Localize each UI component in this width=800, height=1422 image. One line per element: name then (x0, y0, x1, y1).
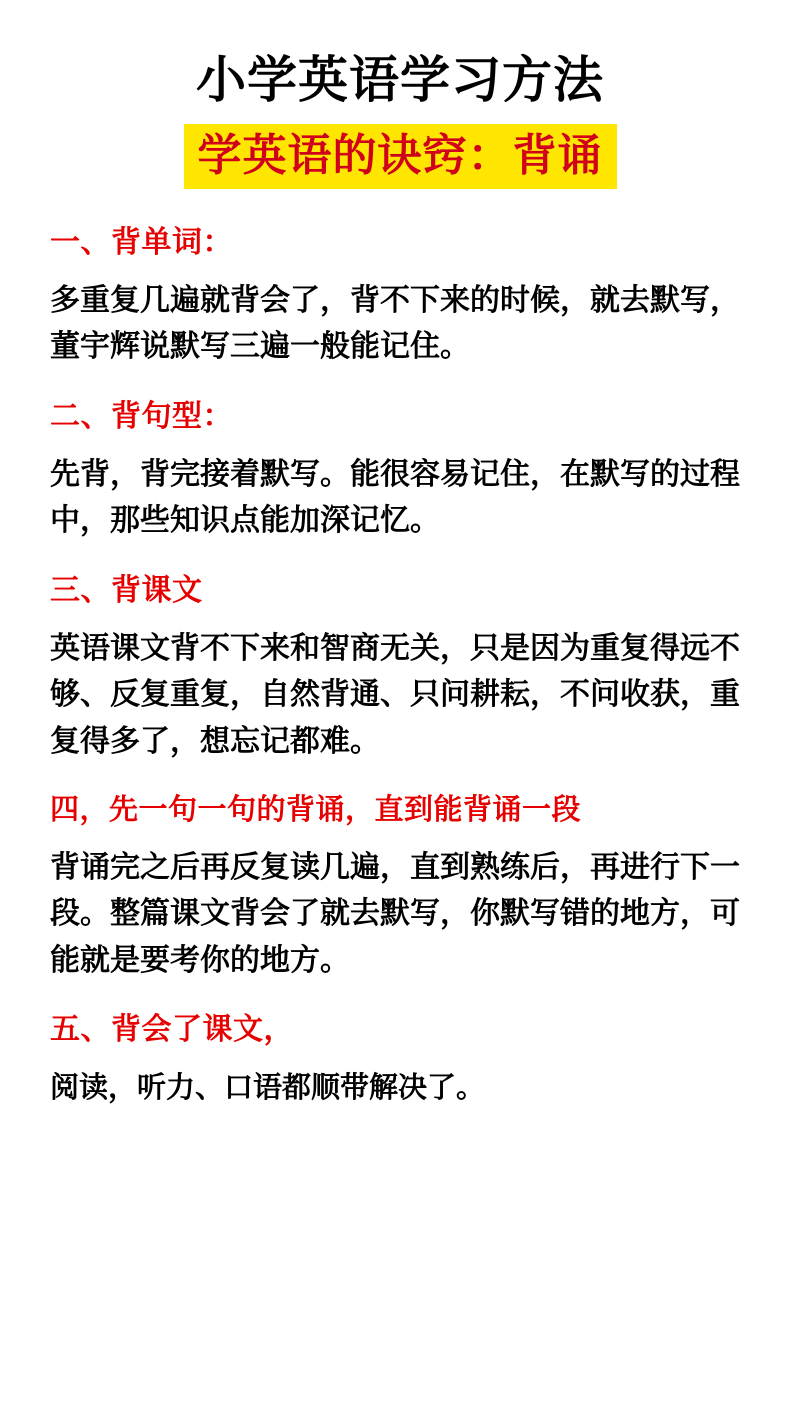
section-3 (46, 571, 754, 766)
section-5-body: 阅读，听力、口语都顺带解决了。 (50, 1070, 486, 1105)
page-title: 小学英语学习方法 (196, 51, 604, 109)
section-3-heading: 三、背课文 (50, 572, 203, 608)
page-subtitle-highlight: 学英语的诀窍：背诵 (184, 124, 617, 189)
section-4 (46, 791, 754, 984)
section-1 (46, 223, 754, 371)
section-4-heading: 四，先一句一句的背诵，直到能背诵一段 (50, 792, 582, 826)
section-4-body: 背诵完之后再反复读几遍，直到熟练后，再进行下一段。整篇课文背会了就去默写，你默写错的地方，可能就是要考你的地方。 (50, 849, 740, 978)
section-1-heading: 一、背单词： (50, 224, 233, 260)
section-2-body: 先背，背完接着默写。能很容易记住，在默写的过程中，那些知识点能加深记忆。 (50, 456, 740, 538)
section-3-body: 英语课文背不下来和智商无关，只是因为重复得远不够、反复重复，自然背通、只问耕耘，不问收获，重复得多了，想忘记都难。 (50, 630, 740, 759)
section-2-heading: 二、背句型： (50, 398, 233, 434)
subtitle-container (46, 124, 754, 189)
section-5 (46, 1010, 754, 1110)
section-1-body: 多重复几遍就背会了，背不下来的时候，就去默写，董宇辉说默写三遍一般能记住。 (50, 282, 740, 364)
section-5-heading: 五、背会了课文， (50, 1012, 294, 1048)
section-2 (46, 397, 754, 545)
